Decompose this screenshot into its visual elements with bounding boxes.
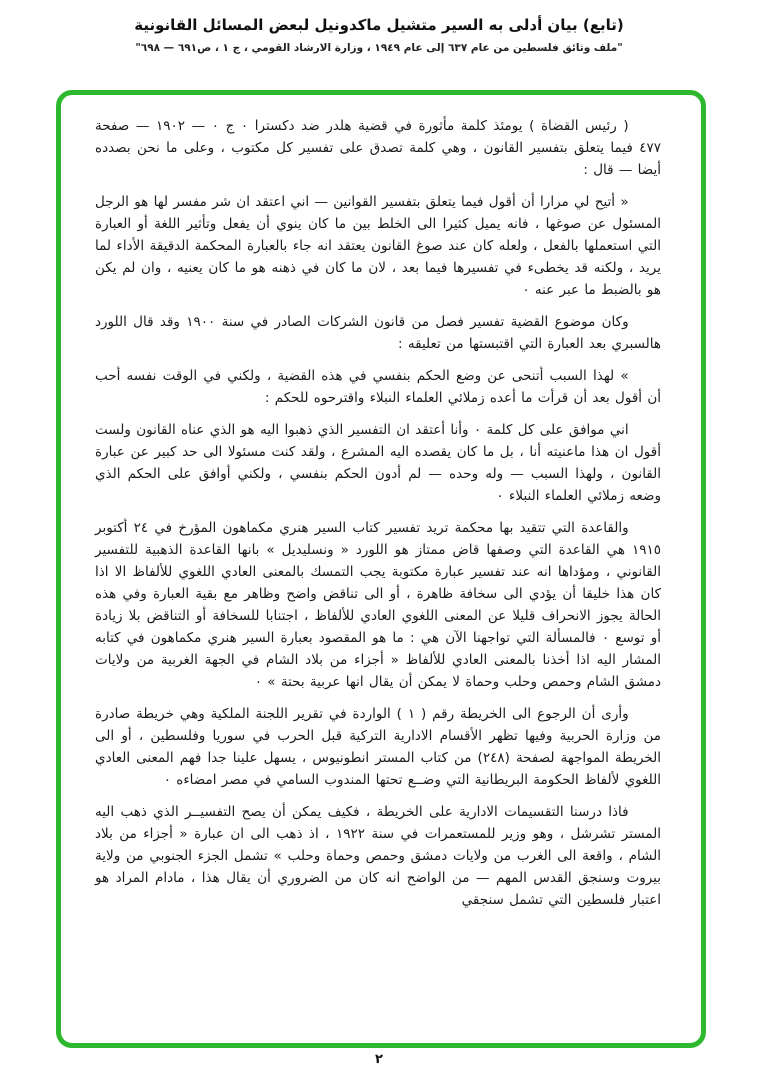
body-text-block: [61, 95, 701, 1043]
paragraph: » لهذا السبب أتنحى عن وضع الحكم بنفسي في هذه القضية ، ولكني في الوقت نفسه أحب أن أقول بعد أن قرأت ما أعده زملائي العلماء النبلاء واقترحوه للحكم :: [95, 368, 661, 406]
page-number: ٢: [375, 1052, 383, 1067]
paragraph: والقاعدة التي تتقيد بها محكمة تريد تفسير كتاب السير هنري مكماهون المؤرخ في ٢٤ أكتوبر ١٩١٥ هي القاعدة التي وصفها قاض ممتاز هو اللورد « ونسليديل » بانها القاعدة الذهبية للتفسير القانوني ، ومؤداها انه عند تفسير عبارة مكتوبة يجب التمسك بالمعنى العادي اللغوي للألفاظ الا اذا كان هذا خليقا أن يؤدي الى سخافة ظاهرة ، أو الى تناقض واضح وظاهر مع بقية العبارة وفي هذه الحالة يجوز الانحراف قليلا عن المعنى اللغوي العادي للألفاظ ، اجتنابا للسخافة أو التناقض بلا زيادة أو توسع ٠ فالمسألة التي تواجهنا الآن هي : ما هو المقصود بعبارة السير هنري مكماهون في كتابه المشار اليه اذا أخذنا بالمعنى العادي للألفاظ « أجزاء من بلاد الشام في الجهة الغربية من ولايات دمشق الشام وحمص وحلب وحماة لا يمكن أن يقال انها عربية بحتة » ٠: [95, 520, 661, 690]
paragraph: فاذا درسنا التقسيمات الادارية على الخريطة ، فكيف يمكن أن يصح التفسيــر الذي ذهب اليه المستر تشرشل ، وهو وزير للمستعمرات في سنة ١٩٢٢ ، اذ ذهب الى ان عبارة « أجزاء من بلاد الشام ، واقعة الى الغرب من ولايات دمشق وحمص وحماة وحلب » تشمل الجزء الجنوبي من ولاية بيروت وسنجق القدس المهم — من الواضح انه كان من الضروري أن يقال هذا ، مادام المراد هو اعتبار فلسطين التي تشمل سنجقي: [95, 804, 661, 908]
green-border-frame: [56, 90, 706, 1048]
paragraph: وأرى أن الرجوع الى الخريطة رقم ( ١ ) الواردة في تقرير اللجنة الملكية وهي خريطة صادرة من وزارة الحربية وفيها تظهر الأقسام الادارية التركية قبل الحرب في سوريا وفلسطين ، أو الى الخريطة المواجهة لصفحة (٢٤٨) من كتاب المستر انطونيوس ، يسهل علينا جدا فهم المعنى العادي اللغوي لألفاظ الحكومة البريطانية التي وضــع تحتها المندوب السامي في مصر امضاءه ٠: [95, 706, 661, 788]
document-source-citation: "ملف وثائق فلسطين من عام ٦٣٧ إلى عام ١٩٤٩ ، وزارة الارشاد القومي ، ج ١ ، ص٦٩١ — ٦٩٨": [135, 42, 623, 54]
paragraph: وكان موضوع القضية تفسير فصل من قانون الشركات الصادر في سنة ١٩٠٠ وقد قال اللورد هالسبري بعد العبارة التي اقتبستها من تعليقه :: [95, 314, 661, 352]
page-header: [0, 0, 758, 54]
paragraph: ( رئيس القضاة ) يومئذ كلمة مأثورة في قضية هلدر ضد دكسترا ٠ ج ٠ — ١٩٠٢ — صفحة ٤٧٧ فيما يتعلق بتفسير القانون ، وهي كلمة تصدق على تفسير كل مكتوب ، وعلى ما نحن بصدده أيضا — قال :: [95, 118, 661, 178]
paragraph: اني موافق على كل كلمة ٠ وأنا أعتقد ان التفسير الذي ذهبوا اليه هو الذي عناه القانون ولست أقول ان هذا ماعنيته أنا ، بل ما كان يقصده اليه المشرع ، ولقد كنت مسئولا الى حد كبير عن عبارة القانون ، ولهذا السبب — وله وحده — لم أدون الحكم بنفسي ، ولكني أوافق على الحكم الذي وضعه زملائي العلماء النبلاء ٠: [95, 422, 661, 504]
paragraph: « أتيح لي مرارا أن أقول فيما يتعلق بتفسير القوانين — اني اعتقد ان شر مفسر لها هو الرجل المسئول عن صوغها ، فانه يميل كثيرا الى الخلط بين ما كان ينوي أن يفعل وتأثير اللغة أو العبارة التي استعملها بالفعل ، ولعله كان عند صوغ القانون يعتقد انه جاء بالعبارة المحكمة الدقيقة الأداء لما يريد ، ولكنه قد يخطىء في تفسيرها فيما بعد ، لان ما كان في ذهنه هو ما كان يعنيه ، وان لم يكن هو بالضبط ما عبر عنه ٠: [95, 194, 661, 298]
document-title: (تابع) بيان أدلى به السير متشيل ماكدونيل لبعض المسائل القانونية: [134, 16, 624, 34]
